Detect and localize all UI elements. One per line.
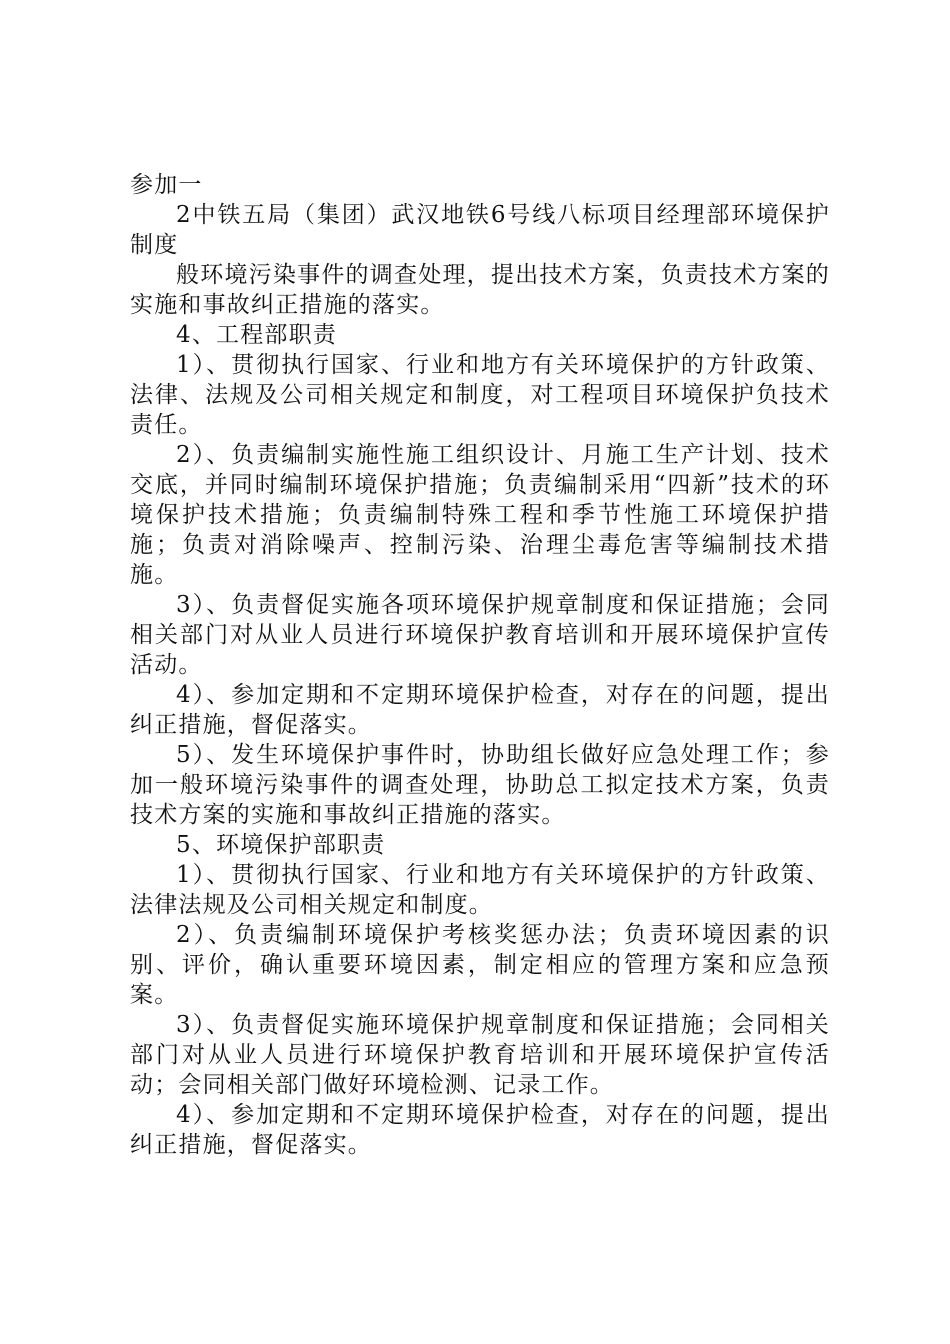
- paragraph: 2）、负责编制环境保护考核奖惩办法；负责环境因素的识别、评价，确认重要环境因素，制定相应的管理方案和应急预案。: [130, 922, 830, 1008]
- paragraph: 般环境污染事件的调查处理，提出技术方案，负责技术方案的实施和事故纠正措施的落实。: [130, 262, 830, 318]
- paragraph: 2）、负责编制实施性施工组织设计、月施工生产计划、技术交底，并同时编制环境保护措施；负责编制采用“四新”技术的环境保护技术措施；负责编制特殊工程和季节性施工环境保护措施；负责对消除噪声、控制污染、治理尘毒危害等编制技术措施。: [130, 442, 830, 588]
- paragraph: 1）、贯彻执行国家、行业和地方有关环境保护的方针政策、法律、法规及公司相关规定和制度，对工程项目环境保护负技术责任。: [130, 352, 830, 438]
- section-heading-engineering-dept: 4、工程部职责: [176, 322, 338, 348]
- section-heading-env-protection-dept: 5、环境保护部职责: [176, 832, 386, 858]
- paragraph: 4）、参加定期和不定期环境保护检查，对存在的问题，提出纠正措施，督促落实。: [130, 1102, 830, 1158]
- paragraph: 1）、贯彻执行国家、行业和地方有关环境保护的方针政策、法律法规及公司相关规定和制度。: [130, 862, 830, 918]
- paragraph: 4）、参加定期和不定期环境保护检查，对存在的问题，提出纠正措施，督促落实。: [130, 682, 830, 738]
- paragraph: 3）、负责督促实施各项环境保护规章制度和保证措施；会同相关部门对从业人员进行环境保护教育培训和开展环境保护宣传活动。: [130, 592, 830, 678]
- paragraph: 5）、发生环境保护事件时，协助组长做好应急处理工作；参加一般环境污染事件的调查处理，协助总工拟定技术方案，负责技术方案的实施和事故纠正措施的落实。: [130, 742, 830, 828]
- document-title: 2中铁五局（集团）武汉地铁6号线八标项目经理部环境保护制度: [130, 202, 830, 258]
- paragraph: 3）、负责督促实施环境保护规章制度和保证措施；会同相关部门对从业人员进行环境保护教育培训和开展环境保护宣传活动；会同相关部门做好环境检测、记录工作。: [130, 1012, 830, 1098]
- document-body: [130, 170, 830, 1160]
- paragraph-intro-fragment: 参加一: [130, 172, 203, 198]
